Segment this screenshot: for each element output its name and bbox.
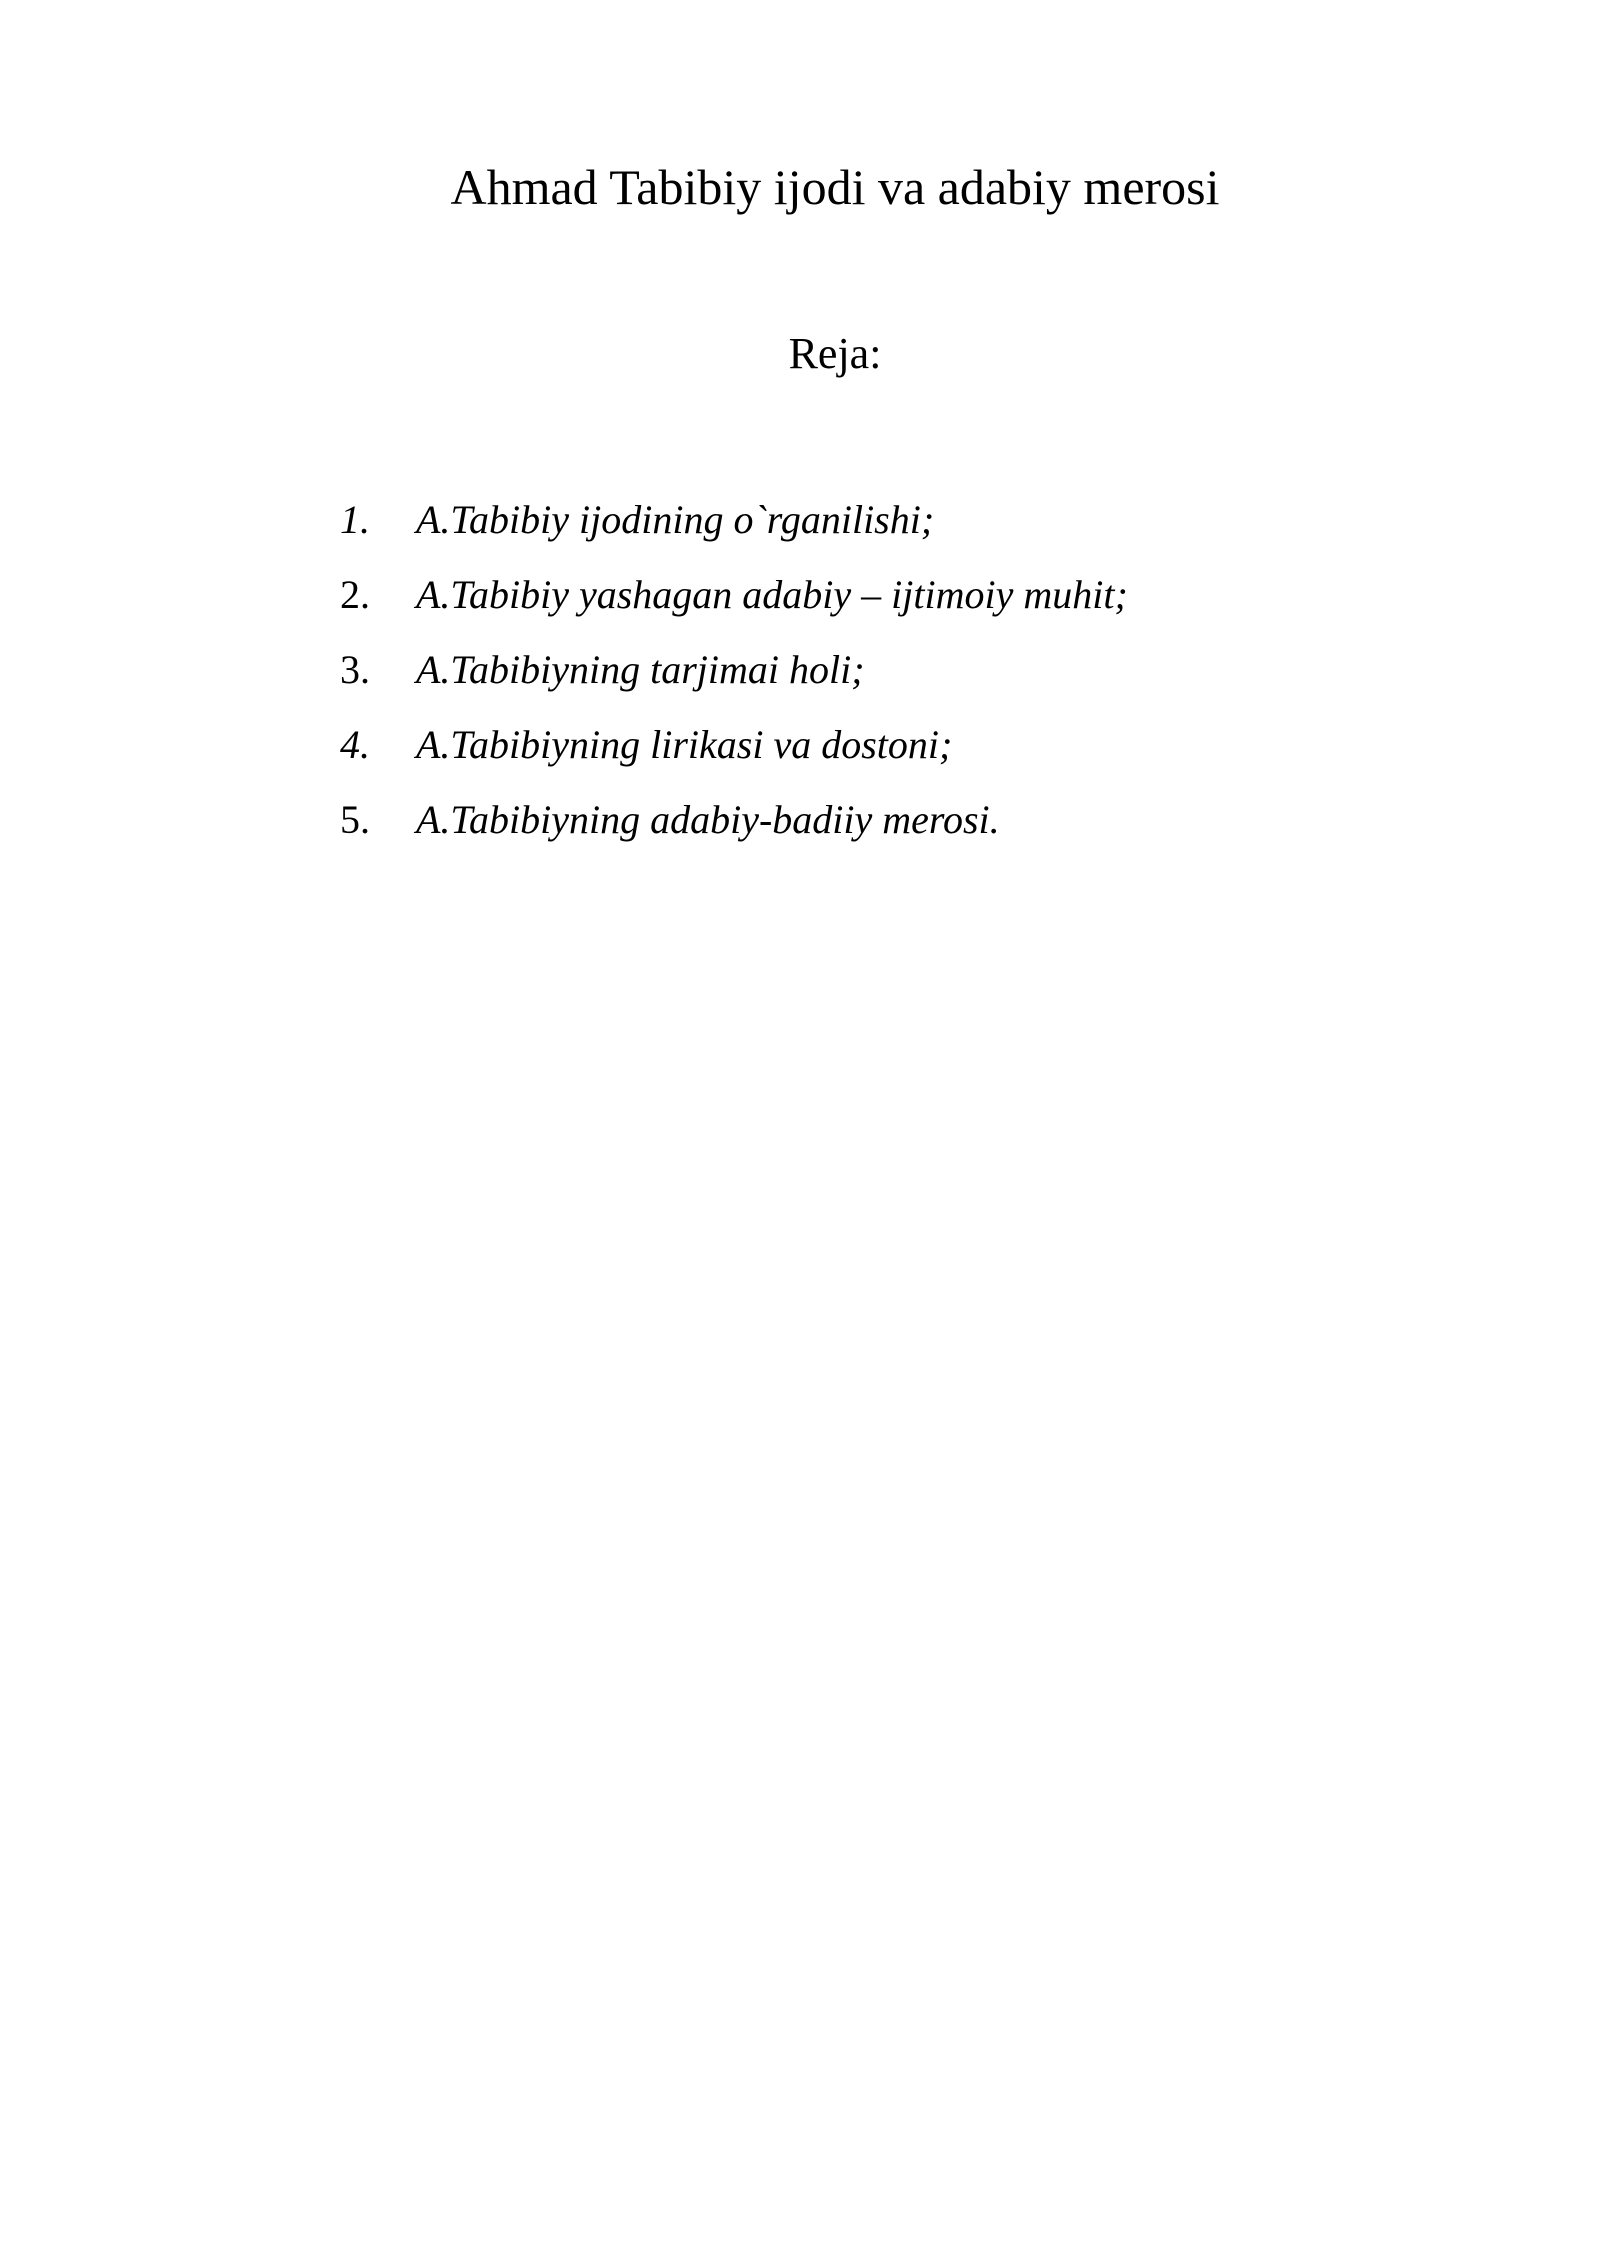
document-title: Ahmad Tabibiy ijodi va adabiy merosi	[450, 159, 1220, 215]
plan-heading: Reja:	[788, 329, 882, 378]
plan-item-3	[340, 640, 1440, 715]
plan-list	[340, 490, 1440, 865]
plan-item-number: 2.	[340, 572, 370, 617]
plan-item-number: 4.	[340, 722, 370, 767]
plan-item-text: A.Tabibiy yashagan adabiy – ijtimoiy muhit;	[416, 572, 1128, 617]
plan-item-text: A.Tabibiy ijodining o`rganilishi;	[416, 497, 935, 542]
plan-item-4	[340, 715, 1440, 790]
plan-item-number: 1.	[340, 497, 370, 542]
plan-item-text: A.Tabibiyning tarjimai holi;	[416, 647, 865, 692]
plan-item-number: 5.	[340, 797, 370, 842]
plan-item-5	[340, 790, 1440, 865]
plan-item-text: A.Tabibiyning adabiy-badiiy merosi.	[416, 797, 1000, 842]
plan-item-number: 3.	[340, 647, 370, 692]
plan-item-1	[340, 490, 1440, 565]
plan-item-text: A.Tabibiyning lirikasi va dostoni;	[416, 722, 953, 767]
plan-item-2	[340, 565, 1440, 640]
